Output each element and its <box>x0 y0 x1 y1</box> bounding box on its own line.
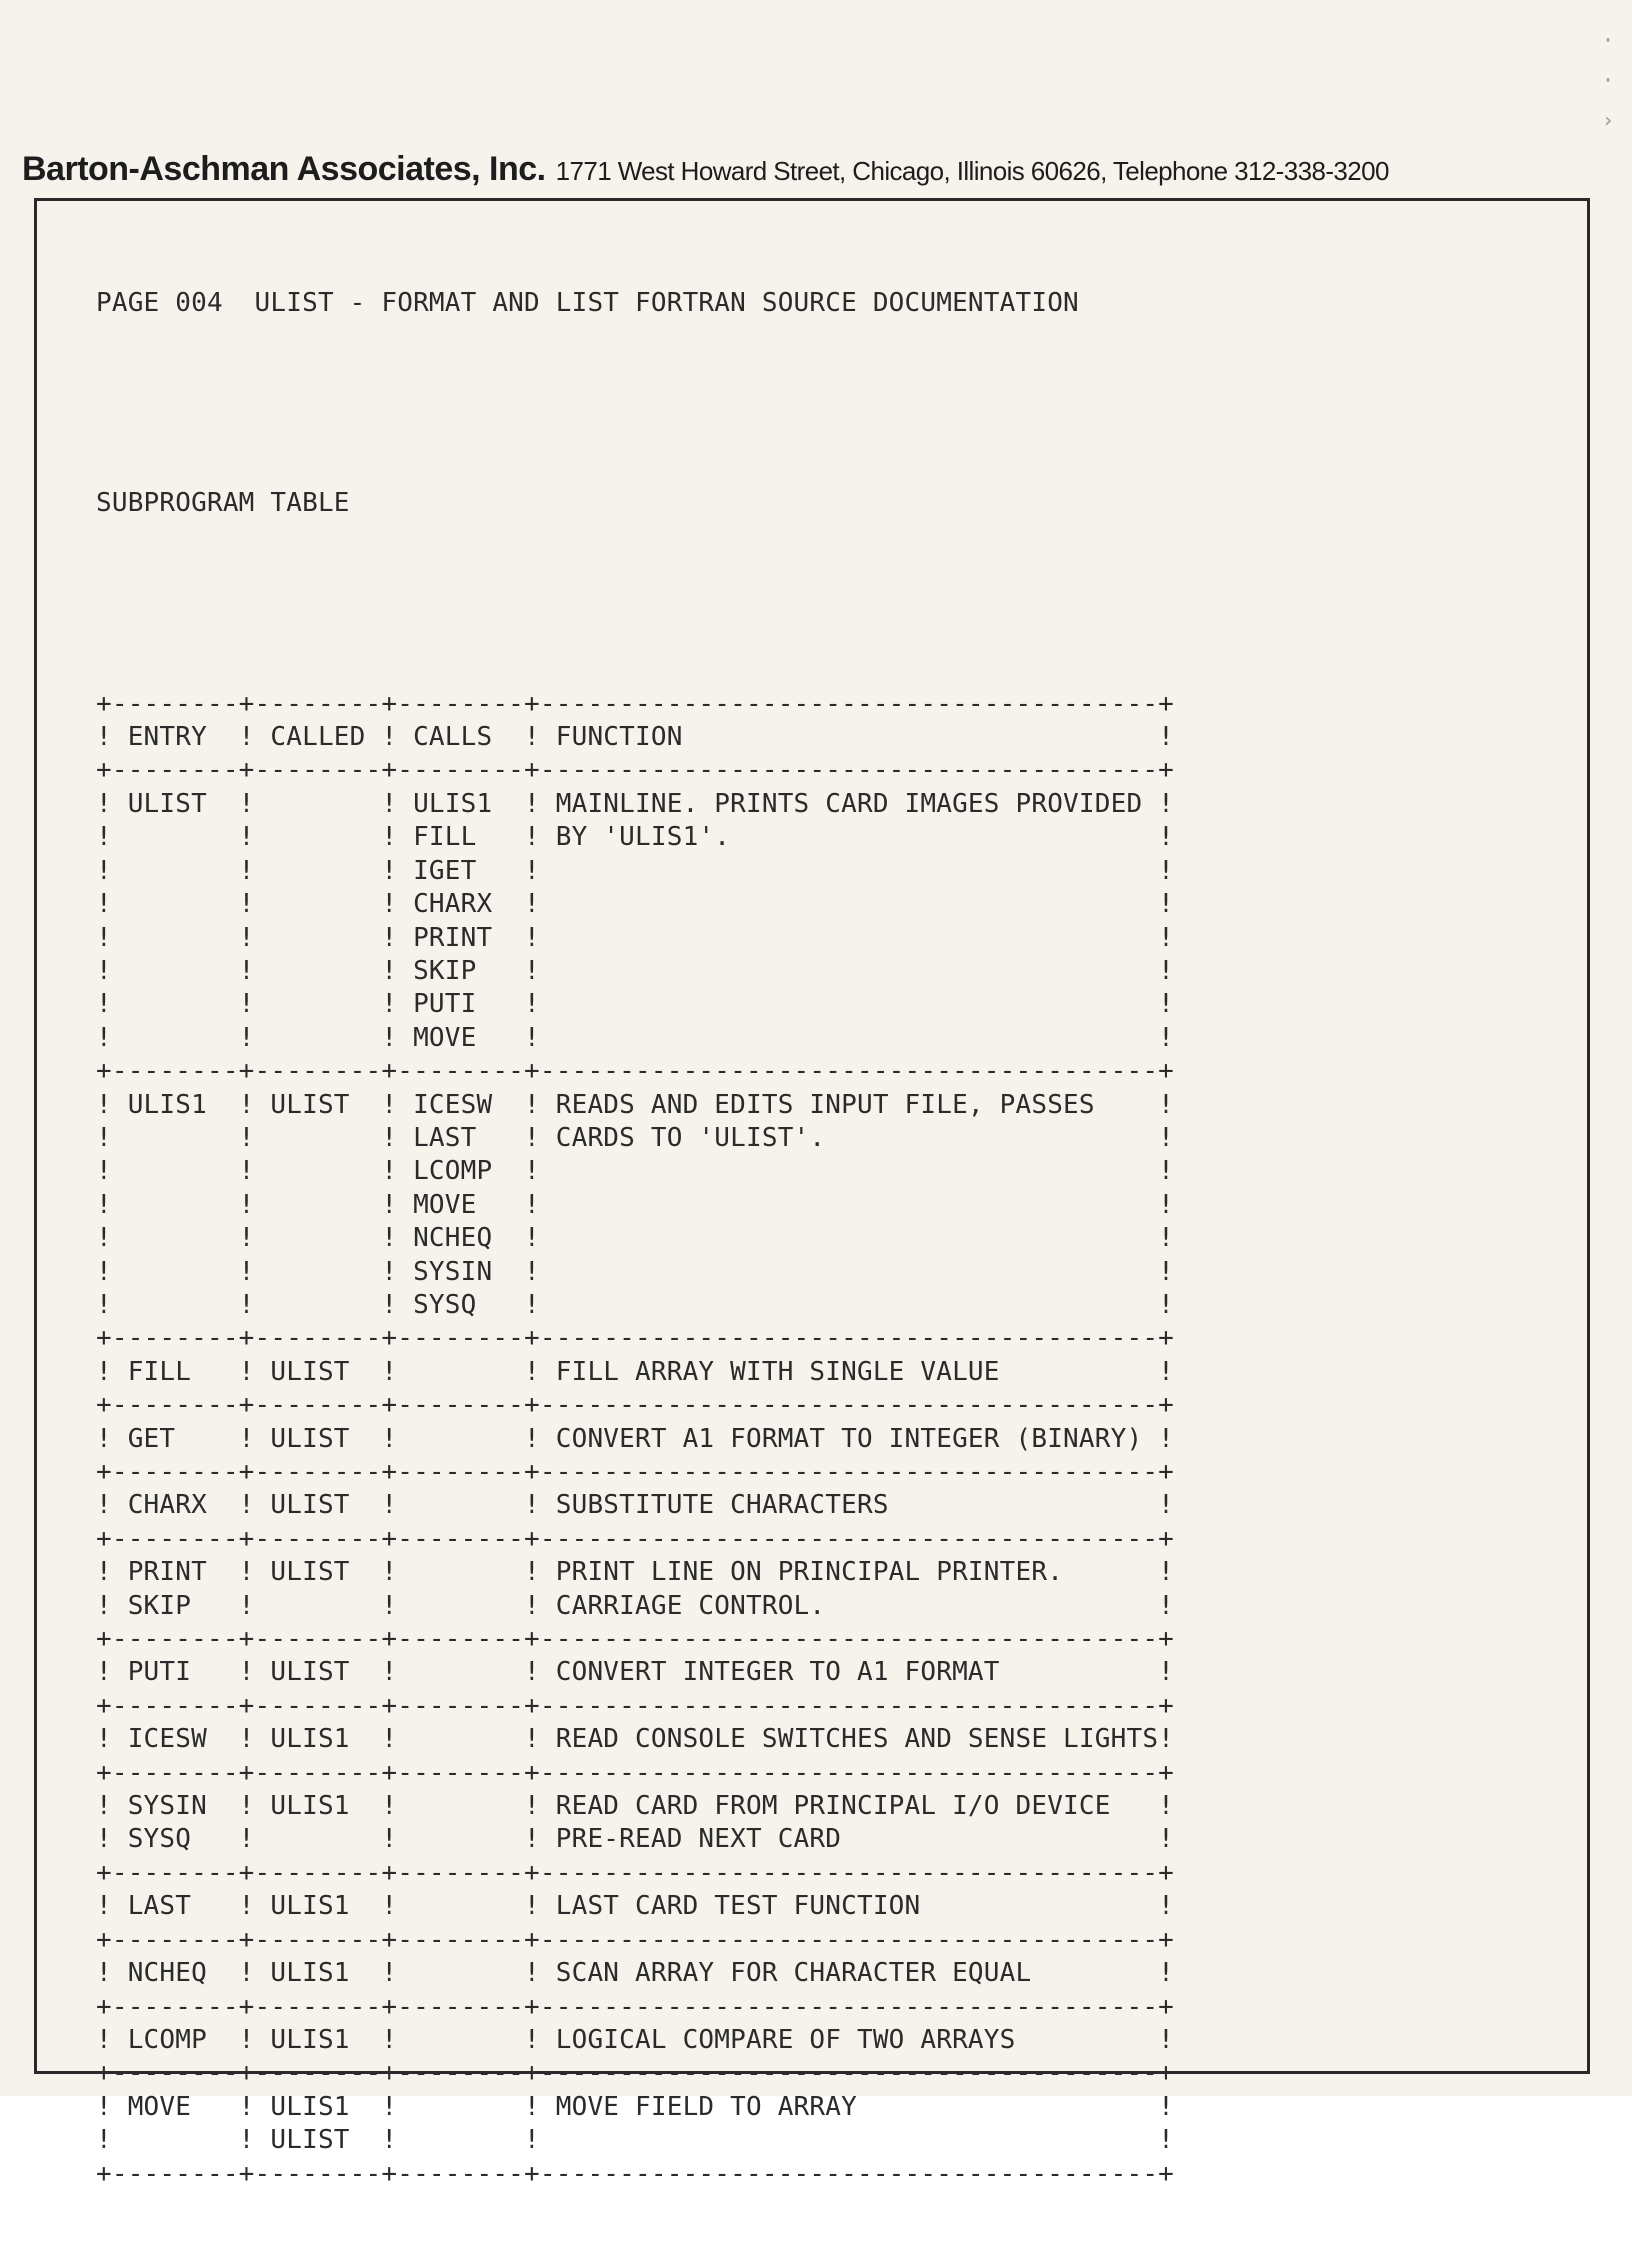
table-row: ! ! ! PUTI ! ! <box>96 989 1175 1020</box>
table-separator: +--------+--------+--------+---------------------------------------+ <box>96 1056 1175 1087</box>
table-row: ! NCHEQ ! ULIS1 ! ! SCAN ARRAY FOR CHARACTER EQUAL ! <box>96 1958 1175 1989</box>
table-row: ! LCOMP ! ULIS1 ! ! LOGICAL COMPARE OF TWO ARRAYS ! <box>96 2024 1175 2055</box>
table-row: ! PUTI ! ULIST ! ! CONVERT INTEGER TO A1 FORMAT ! <box>96 1657 1175 1688</box>
table-row: ! ! ! SKIP ! ! <box>96 955 1175 986</box>
table-row: ! PRINT ! ULIST ! ! PRINT LINE ON PRINCIPAL PRINTER. ! <box>96 1557 1175 1588</box>
table-row: ! ! ! LCOMP ! ! <box>96 1156 1175 1187</box>
table-separator: +--------+--------+--------+---------------------------------------+ <box>96 1991 1175 2022</box>
table-separator: +--------+--------+--------+---------------------------------------+ <box>96 1457 1175 1487</box>
table-separator: +--------+--------+--------+---------------------------------------+ <box>96 1523 1175 1554</box>
table-separator: +--------+--------+--------+---------------------------------------+ <box>96 1390 1175 1421</box>
table-row: ! ! ! PRINT ! ! <box>96 922 1175 953</box>
firm-name: Barton-Aschman Associates, Inc. <box>22 150 546 188</box>
table-separator: +--------+--------+--------+---------------------------------------+ <box>96 1690 1175 1721</box>
table-header-row: ! ENTRY ! CALLED ! CALLS ! FUNCTION ! <box>96 722 1175 753</box>
blank-line <box>96 587 1174 620</box>
table-separator: +--------+--------+--------+---------------------------------------+ <box>96 755 1175 786</box>
table-separator: +--------+--------+--------+---------------------------------------+ <box>96 1757 1175 1788</box>
table-row: ! SYSQ ! ! ! PRE-READ NEXT CARD ! <box>96 1824 1175 1855</box>
table-row: ! ! ! SYSIN ! ! <box>96 1256 1175 1287</box>
table-row: ! ! ! SYSQ ! ! <box>96 1289 1175 1320</box>
letterhead <box>22 150 1389 189</box>
printout <box>96 220 1174 2258</box>
table-row: ! ! ! CHARX ! ! <box>96 889 1175 920</box>
table-separator: +--------+--------+--------+---------------------------------------+ <box>96 2058 1175 2089</box>
table-row: ! ULIS1 ! ULIST ! ICESW ! READS AND EDITS INPUT FILE, PASSES ! <box>96 1089 1175 1120</box>
page-header: PAGE 004 ULIST - FORMAT AND LIST FORTRAN SOURCE DOCUMENTATION <box>96 287 1079 318</box>
table-row: ! ! ! FILL ! BY 'ULIS1'. ! <box>96 822 1175 853</box>
table-row: ! SKIP ! ! ! CARRIAGE CONTROL. ! <box>96 1590 1175 1621</box>
table-separator: +--------+--------+--------+---------------------------------------+ <box>96 688 1175 719</box>
table-row: ! ! ! MOVE ! ! <box>96 1189 1175 1220</box>
table-row: ! GET ! ULIST ! ! CONVERT A1 FORMAT TO INTEGER (BINARY) ! <box>96 1423 1175 1454</box>
table-row: ! FILL ! ULIST ! ! FILL ARRAY WITH SINGLE VALUE ! <box>96 1356 1175 1387</box>
table-separator: +--------+--------+--------+---------------------------------------+ <box>96 1857 1175 1888</box>
table-row: ! ULIST ! ! ULIS1 ! MAINLINE. PRINTS CARD IMAGES PROVIDED ! <box>96 788 1175 819</box>
firm-address: 1771 West Howard Street, Chicago, Illinois 60626, Telephone 312-338-3200 <box>555 156 1389 186</box>
table-row: ! CHARX ! ULIST ! ! SUBSTITUTE CHARACTERS ! <box>96 1490 1175 1521</box>
table-row: ! ! ! IGET ! ! <box>96 855 1175 886</box>
table-row: ! ! ! MOVE ! ! <box>96 1022 1175 1053</box>
page-edge-mark: · · › <box>1601 28 1615 132</box>
table-row: ! ! ULIST ! ! ! <box>96 2125 1175 2156</box>
table-row: ! ! ! NCHEQ ! ! <box>96 1223 1175 1254</box>
table-separator: +--------+--------+--------+---------------------------------------+ <box>96 1924 1175 1955</box>
table-title: SUBPROGRAM TABLE <box>96 488 350 519</box>
table-separator: +--------+--------+--------+---------------------------------------+ <box>96 2158 1175 2189</box>
table-separator: +--------+--------+--------+---------------------------------------+ <box>96 1323 1175 1354</box>
table-row: ! ! ! LAST ! CARDS TO 'ULIST'. ! <box>96 1122 1175 1153</box>
table-row: ! MOVE ! ULIS1 ! ! MOVE FIELD TO ARRAY ! <box>96 2091 1175 2122</box>
table-row: ! SYSIN ! ULIS1 ! ! READ CARD FROM PRINCIPAL I/O DEVICE ! <box>96 1791 1175 1822</box>
table-row: ! ICESW ! ULIS1 ! ! READ CONSOLE SWITCHES AND SENSE LIGHTS! <box>96 1724 1175 1755</box>
subprogram-table <box>96 688 1174 2191</box>
blank-line <box>96 387 1174 420</box>
table-separator: +--------+--------+--------+---------------------------------------+ <box>96 1624 1175 1655</box>
table-row: ! LAST ! ULIS1 ! ! LAST CARD TEST FUNCTION ! <box>96 1891 1175 1922</box>
